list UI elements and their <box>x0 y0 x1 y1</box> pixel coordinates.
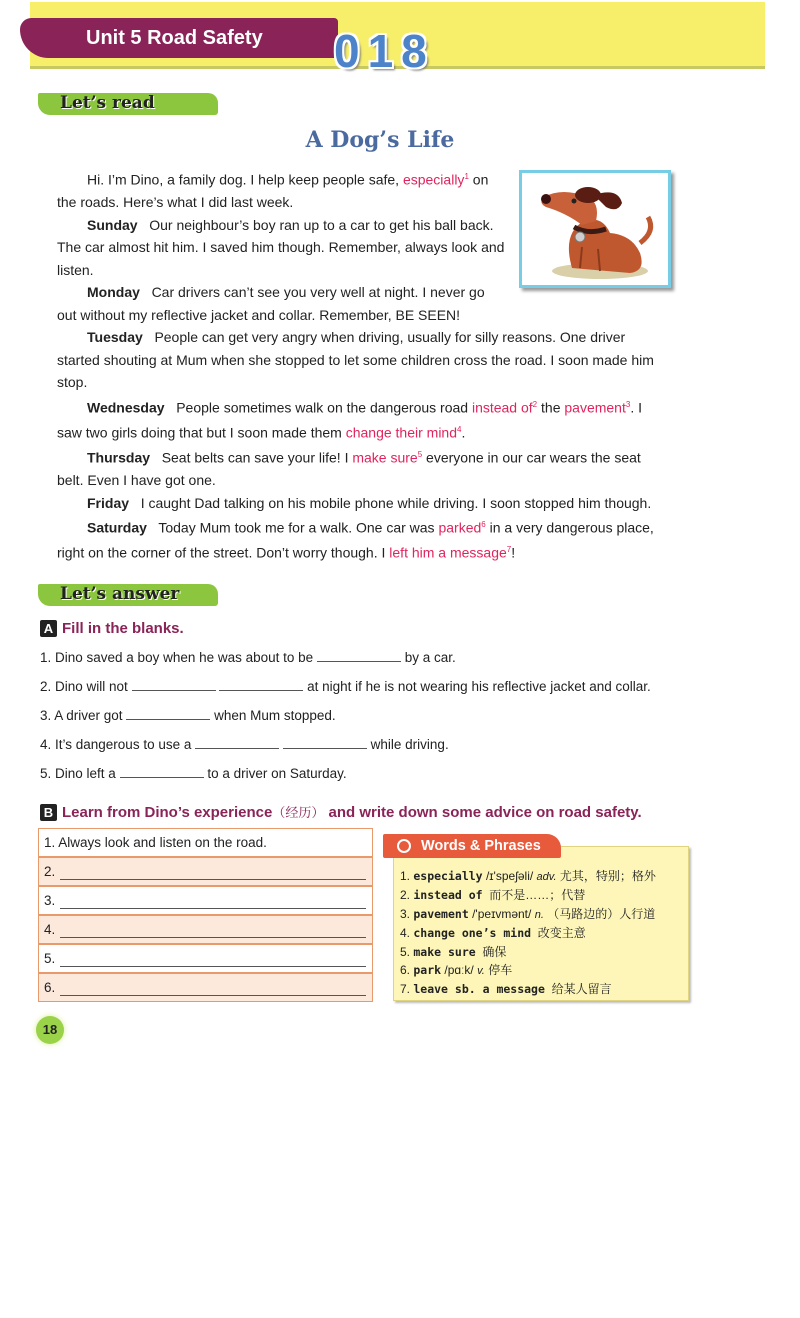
story-intro: Hi. I’m Dino, a family dog. I help keep people safe, especially$^1$ on the roads. Here’s what I did last week. <box>57 171 489 211</box>
lets-read-label: Let’s read <box>60 93 155 113</box>
advice-row[interactable]: 2. <box>39 856 372 885</box>
lets-answer-label: Let’s answer <box>60 584 180 604</box>
answer-blank[interactable] <box>126 718 210 720</box>
words-phrases-list <box>400 867 656 999</box>
answer-blank[interactable] <box>283 747 367 749</box>
advice-row: 1. Always look and listen on the road. <box>39 829 372 856</box>
lets-read-banner <box>38 93 218 115</box>
circle-icon <box>397 839 411 853</box>
page-number: 18 <box>36 1016 64 1044</box>
letter-a-icon: A <box>40 620 57 637</box>
lets-answer-banner <box>38 584 218 606</box>
vocab-item: 6. park /pɑːk/ v. 停车 <box>400 963 513 978</box>
story-tuesday: Tuesday People can get very angry when driving, usually for silly reasons. One driver started shouting at Mum when she stopped to let some children cross the road. I soon made him stop. <box>57 329 654 391</box>
vocab-item: 3. pavement /'peɪvmənt/ n. （马路边的）人行道 <box>400 906 656 921</box>
unit-title: Unit 5 Road Safety <box>20 18 338 58</box>
story-sunday: Sunday Our neighbour’s boy ran up to a car to get his ball back. The car almost hit him. I saved him though. Remember, always look and listen. <box>57 216 505 278</box>
advice-table <box>38 828 373 1002</box>
question-3: 3. A driver got when Mum stopped. <box>40 708 336 723</box>
advice-row[interactable]: 6. <box>39 972 372 1001</box>
answer-blank[interactable] <box>317 660 401 662</box>
answer-blank[interactable] <box>120 776 204 778</box>
answer-blank[interactable] <box>195 747 279 749</box>
question-2: 2. Dino will not at night if he is not wearing his reflective jacket and collar. <box>40 679 651 694</box>
vocab-item: 2. instead of 而不是……；代替 <box>400 888 586 903</box>
advice-row[interactable]: 5. <box>39 943 372 972</box>
question-5: 5. Dino left a to a driver on Saturday. <box>40 766 347 781</box>
advice-row[interactable]: 4. <box>39 914 372 943</box>
story-monday: Monday Car drivers can’t see you very well at night. I never go out without my reflective jacket and collar. Remember, BE SEEN! <box>57 284 485 323</box>
vocab-item: 7. leave sb. a message 给某人留言 <box>400 982 612 997</box>
question-1: 1. Dino saved a boy when he was about to be by a car. <box>40 650 456 665</box>
story-saturday: Saturday Today Mum took me for a walk. One car was parked$^6$ in a very dangerous place, right on the corner of the street. Don’t worry though. I left him a message$^7$! <box>57 519 654 561</box>
story-wednesday: Wednesday People sometimes walk on the dangerous road instead $of^2$ the pavement$^3$. I saw two girls doing that but I soon made them change their mind$^4$. <box>57 399 642 441</box>
vocab-item: 5. make sure 确保 <box>400 944 507 959</box>
words-phrases-tab: Words & Phrases <box>383 834 561 858</box>
advice-row[interactable]: 3. <box>39 885 372 914</box>
story-text <box>57 166 669 564</box>
answer-blank[interactable] <box>219 689 303 691</box>
question-4: 4. It’s dangerous to use a while driving. <box>40 737 449 752</box>
story-title: A Dog’s Life <box>305 127 455 153</box>
page-code: 018 <box>334 25 435 77</box>
exercise-a-heading: A Fill in the blanks. <box>40 620 184 637</box>
story-friday: Friday I caught Dad talking on his mobile phone while driving. I soon stopped him though. <box>87 494 652 511</box>
answer-blank[interactable] <box>132 689 216 691</box>
keyword: especially <box>402 171 465 188</box>
story-thursday: Thursday Seat belts can save your life! I make sure$^5$ everyone in our car wears the seat belt. Even I have got one. <box>57 449 641 489</box>
vocab-item: 1. especially /ɪ'speʃəli/ adv. 尤其，特别；格外 <box>400 869 656 883</box>
letter-b-icon: B <box>40 804 57 821</box>
vocab-item: 4. change one’s mind 改变主意 <box>400 926 586 941</box>
exercise-b-heading: B Learn from Dino’s experience（经历） and write down some advice on road safety. <box>40 802 642 821</box>
